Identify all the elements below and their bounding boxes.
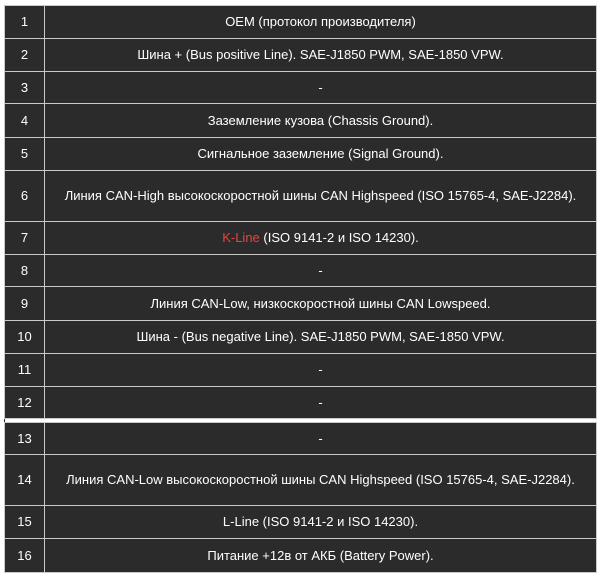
table-row <box>5 6 597 39</box>
table-row <box>5 387 597 419</box>
table-row <box>5 171 597 222</box>
pin-description: - <box>45 423 597 455</box>
pinout-table-wrapper <box>4 5 596 573</box>
k-line-link[interactable]: K-Line <box>222 230 260 245</box>
pin-number: 16 <box>5 539 45 573</box>
pin-number: 12 <box>5 387 45 419</box>
table-row <box>5 506 597 539</box>
pin-description: - <box>45 354 597 387</box>
pin-description: - <box>45 255 597 287</box>
pin-description: Шина + (Bus positive Line). SAE-J1850 PWM, SAE-1850 VPW. <box>45 39 597 72</box>
pin-description: - <box>45 72 597 104</box>
pin-description: Питание +12в от АКБ (Battery Power). <box>45 539 597 573</box>
pin-description: Сигнальное заземление (Signal Ground). <box>45 138 597 171</box>
pin-number: 14 <box>5 455 45 506</box>
pin-description: Заземление кузова (Chassis Ground). <box>45 104 597 138</box>
table-row <box>5 321 597 354</box>
table-row <box>5 423 597 455</box>
pin-description: L-Line (ISO 9141-2 и ISO 14230). <box>45 506 597 539</box>
table-row <box>5 72 597 104</box>
pin-number: 15 <box>5 506 45 539</box>
pin-description: - <box>45 387 597 419</box>
pin-number: 10 <box>5 321 45 354</box>
table-row <box>5 354 597 387</box>
pin-number: 6 <box>5 171 45 222</box>
pin-number: 3 <box>5 72 45 104</box>
pin-number: 11 <box>5 354 45 387</box>
pin-description <box>45 222 597 255</box>
pin-description-rest: (ISO 9141-2 и ISO 14230). <box>259 230 419 245</box>
pin-number: 2 <box>5 39 45 72</box>
pin-number: 5 <box>5 138 45 171</box>
table-row <box>5 39 597 72</box>
pin-description: OEM (протокол производителя) <box>45 6 597 39</box>
pin-description: Линия CAN-Low, низкоскоростной шины CAN Lowspeed. <box>45 287 597 321</box>
pin-number: 4 <box>5 104 45 138</box>
obd2-pinout-table <box>4 5 597 573</box>
pin-number: 7 <box>5 222 45 255</box>
pin-description: Шина - (Bus negative Line). SAE-J1850 PWM, SAE-1850 VPW. <box>45 321 597 354</box>
table-row <box>5 138 597 171</box>
table-row <box>5 539 597 573</box>
table-row <box>5 255 597 287</box>
pin-number: 9 <box>5 287 45 321</box>
pin-number: 13 <box>5 423 45 455</box>
table-row <box>5 455 597 506</box>
pin-description: Линия CAN-High высокоскоростной шины CAN Highspeed (ISO 15765-4, SAE-J2284). <box>45 171 597 222</box>
table-row <box>5 222 597 255</box>
table-row <box>5 287 597 321</box>
pin-number: 8 <box>5 255 45 287</box>
pin-number: 1 <box>5 6 45 39</box>
table-row <box>5 104 597 138</box>
pin-description: Линия CAN-Low высокоскоростной шины CAN Highspeed (ISO 15765-4, SAE-J2284). <box>45 455 597 506</box>
